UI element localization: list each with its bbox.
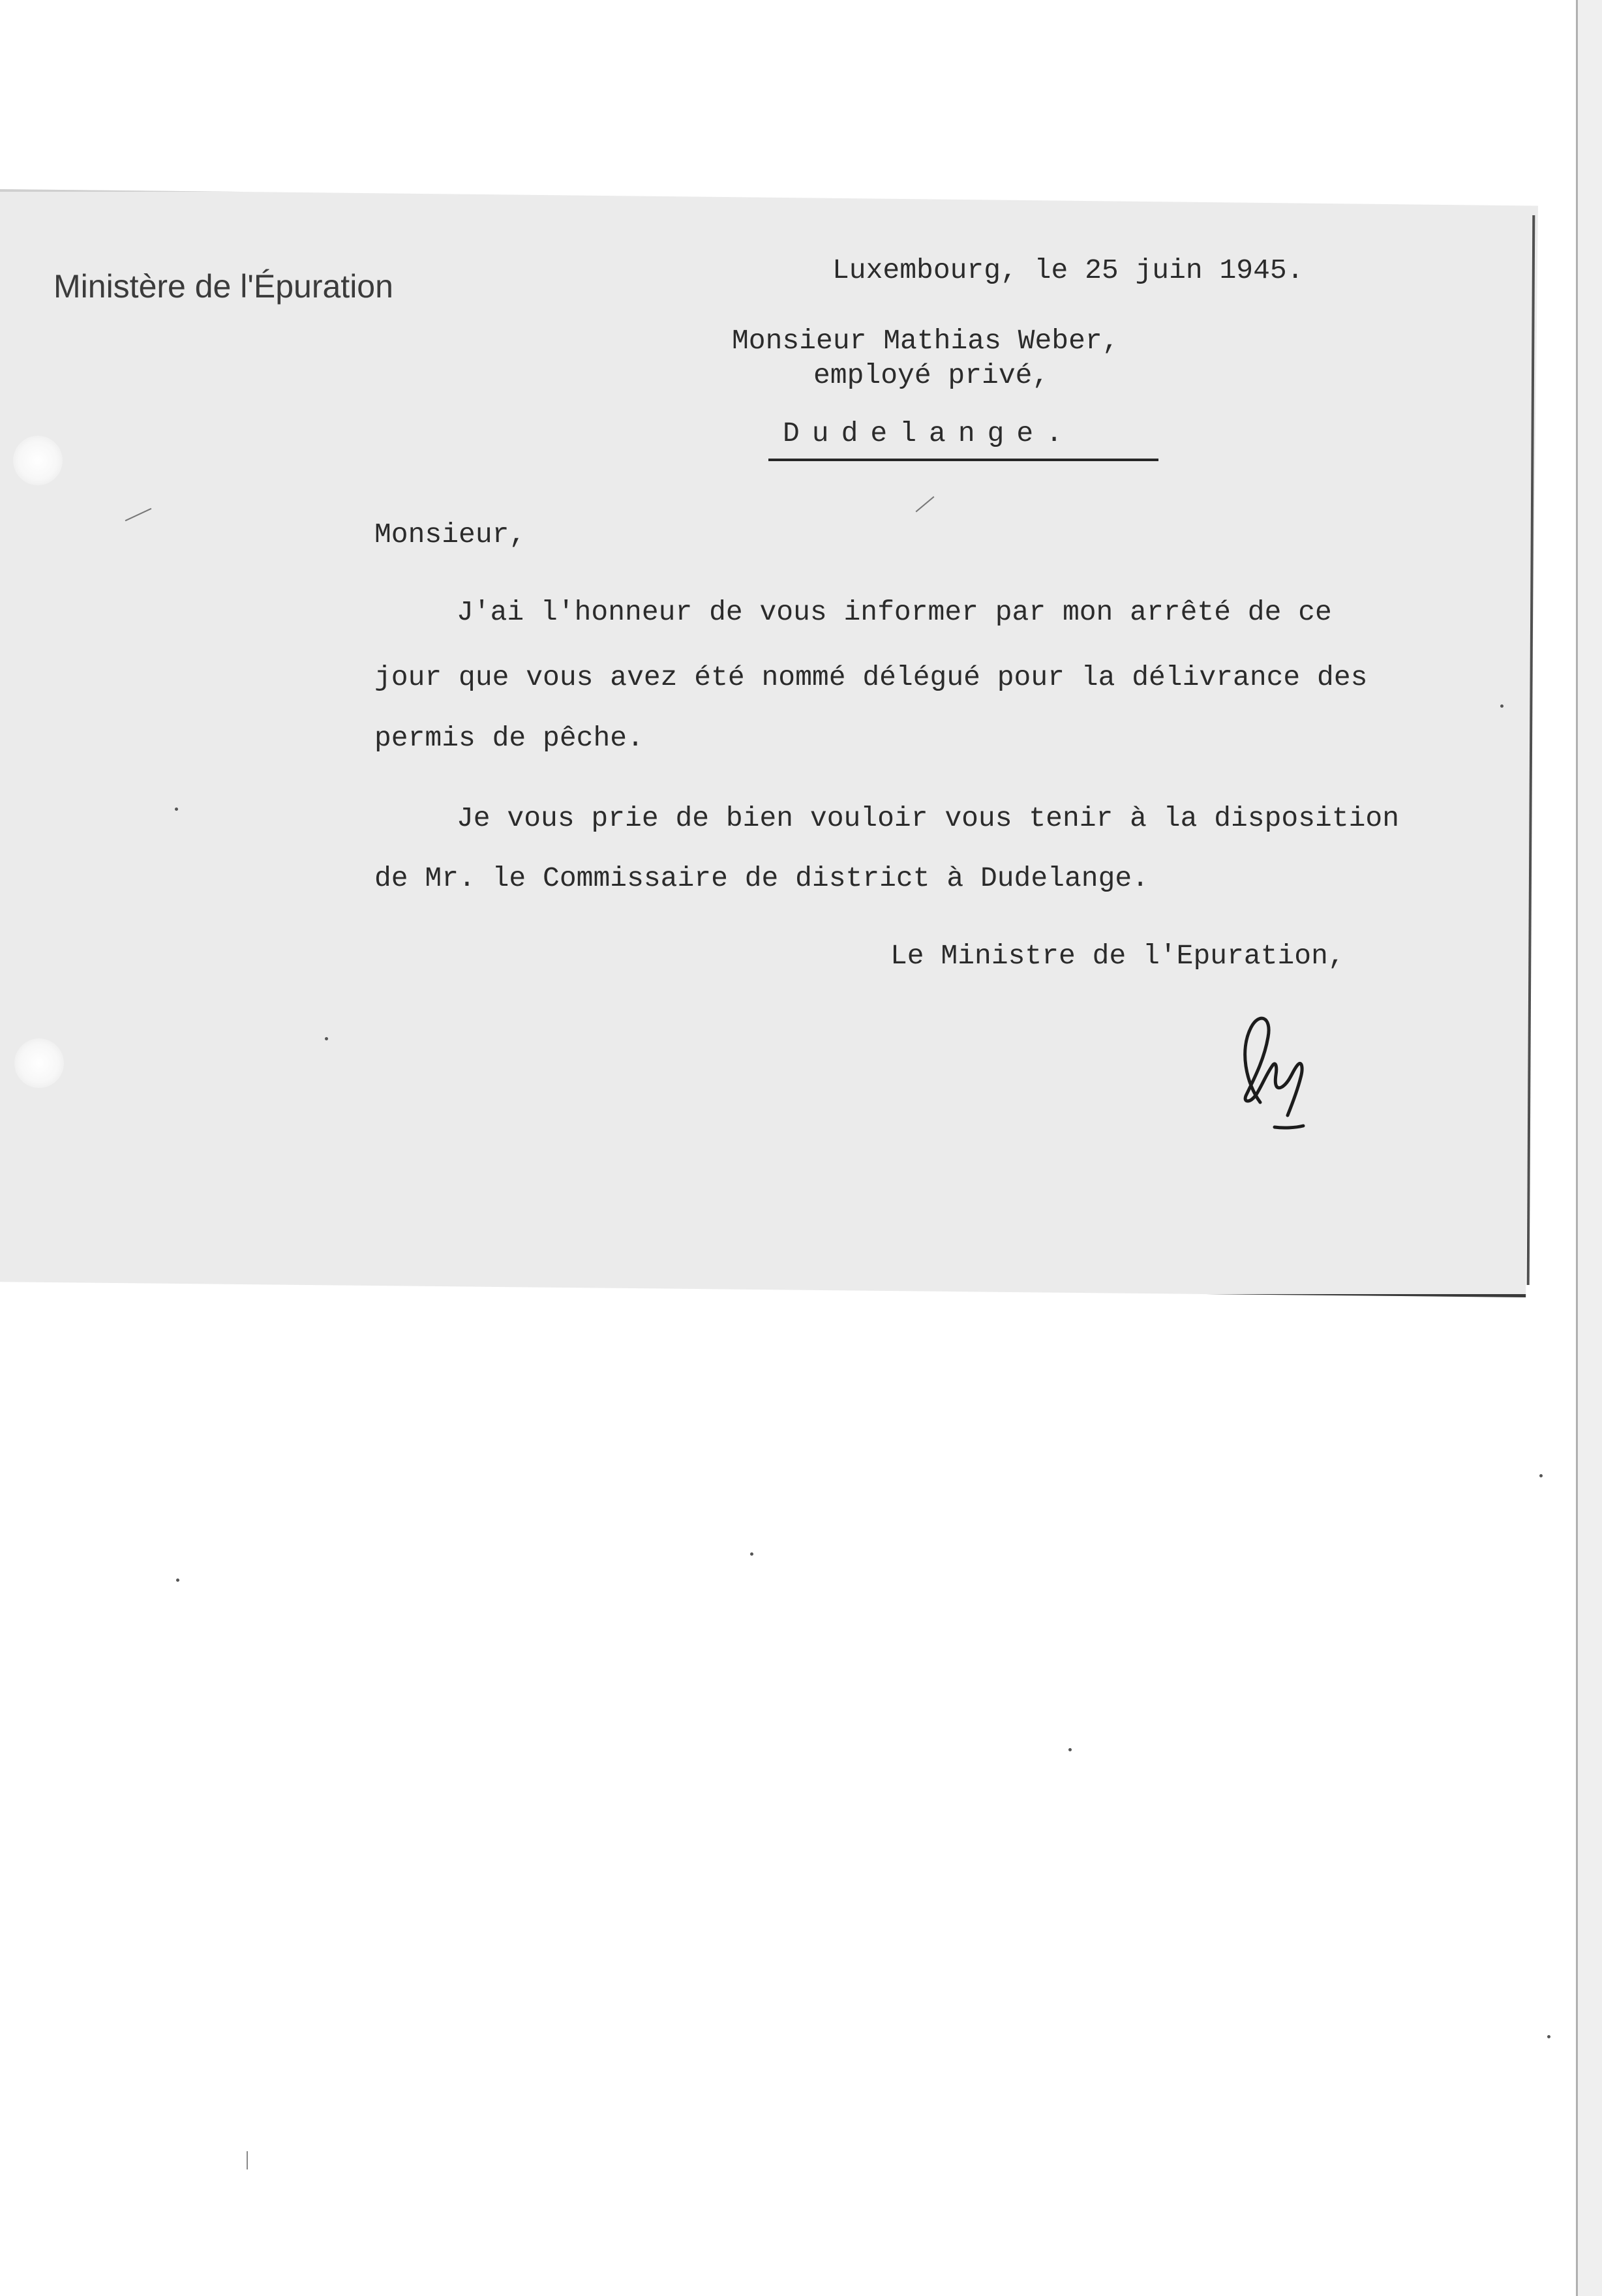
closing-signatory: Le Ministre de l'Epuration,: [890, 940, 1345, 972]
scan-speck: [176, 1578, 179, 1582]
page-edge: [1577, 0, 1602, 2296]
body-line: jour que vous avez été nommé délégué pour la délivrance des: [374, 661, 1368, 693]
body-line: de Mr. le Commissaire de district à Dudelange.: [374, 862, 1149, 894]
recipient-city: Dudelange.: [783, 417, 1076, 449]
scan-speck: [175, 808, 178, 811]
recipient-name: Monsieur Mathias Weber,: [732, 325, 1119, 357]
scan-speck: [750, 1552, 753, 1556]
punch-hole-top: [13, 436, 63, 485]
body-line: permis de pêche.: [374, 722, 644, 754]
body-line: J'ai l'honneur de vous informer par mon arrêté de ce: [457, 596, 1332, 628]
city-underline: [768, 459, 1158, 461]
place-and-date: Luxembourg, le 25 juin 1945.: [832, 254, 1304, 286]
body-line: Je vous prie de bien vouloir vous tenir à la disposition: [457, 802, 1400, 834]
scan-speck: [325, 1037, 328, 1040]
recipient-role: employé privé,: [813, 359, 1050, 391]
handwritten-signature: [1220, 1004, 1331, 1135]
scan-speck: [1068, 1748, 1072, 1751]
punch-hole-bottom: [14, 1038, 64, 1088]
scan-speck: [1547, 2035, 1550, 2038]
scan-speck: [1539, 1474, 1543, 1477]
ministry-letterhead: Ministère de l'Épuration: [53, 268, 393, 305]
page-edge-line: [1576, 0, 1578, 2296]
salutation: Monsieur,: [374, 519, 526, 551]
scan-speck: [1500, 704, 1504, 708]
scan-mark: [247, 2151, 248, 2169]
